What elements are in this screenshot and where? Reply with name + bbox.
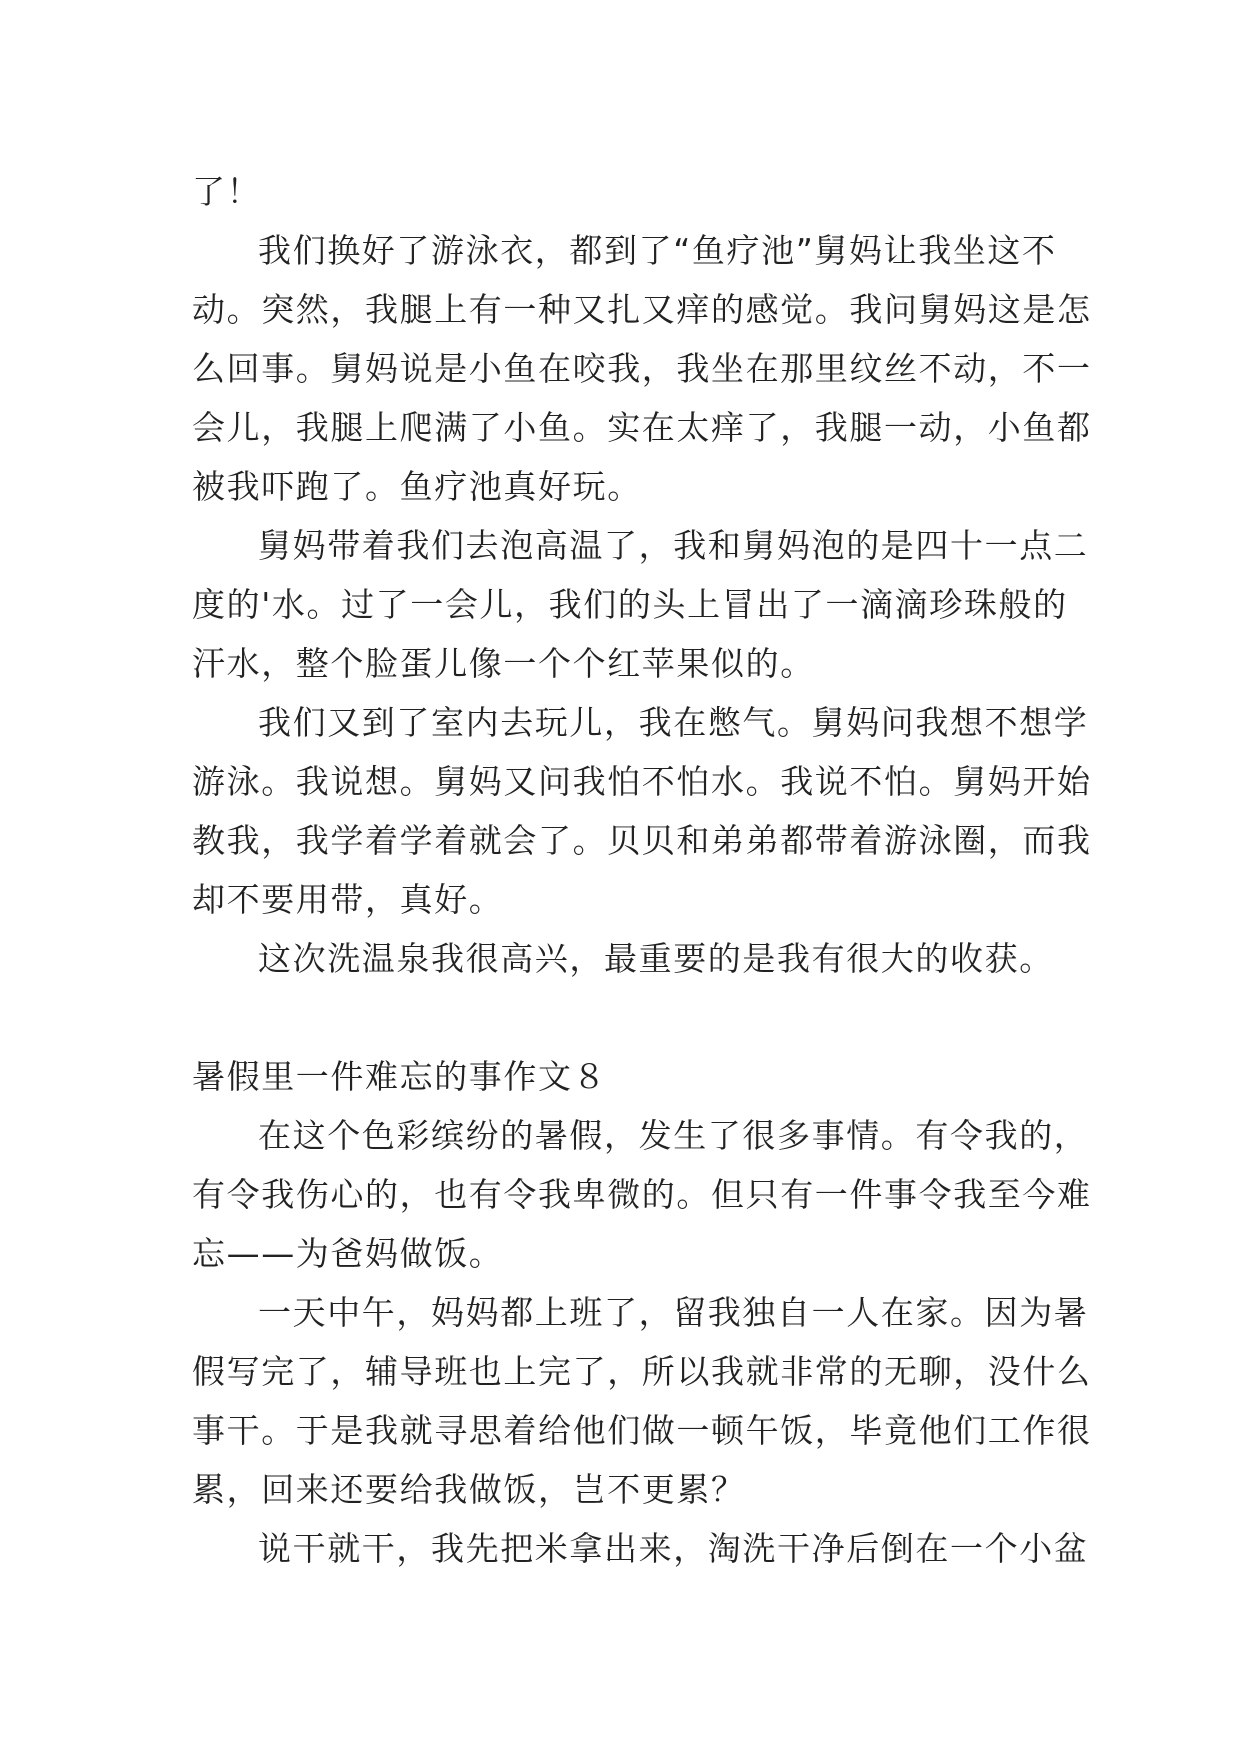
text-line: 这次洗温泉我很高兴，最重要的是我有很大的收获。 — [258, 939, 1054, 978]
text-line: 舅妈带着我们去泡高温了，我和舅妈泡的是四十一点二 — [258, 526, 1089, 565]
paragraph — [192, 1283, 1092, 1519]
text-line: 我们又到了室内去玩儿，我在憋气。舅妈问我想不想学 — [258, 703, 1089, 742]
text-line: 忘——为爸妈做饭。 — [192, 1234, 504, 1273]
text-line: 事干。于是我就寻思着给他们做一顿午饭，毕竟他们工作很 — [192, 1411, 1092, 1450]
text-line: 说干就干，我先把米拿出来，淘洗干净后倒在一个小盆 — [258, 1529, 1089, 1568]
text-line: 教我，我学着学着就会了。贝贝和弟弟都带着游泳圈，而我 — [192, 821, 1092, 860]
paragraph — [192, 1519, 1089, 1578]
text-line: 在这个色彩缤纷的暑假，发生了很多事情。有令我的， — [258, 1116, 1089, 1155]
text-line: 假写完了，辅导班也上完了，所以我就非常的无聊，没什么 — [192, 1352, 1092, 1391]
paragraph-continuation — [192, 162, 1062, 221]
text-line: 动。突然，我腿上有一种又扎又痒的感觉。我问舅妈这是怎 — [192, 290, 1092, 329]
text-line: 游泳。我说想。舅妈又问我怕不怕水。我说不怕。舅妈开始 — [192, 762, 1092, 801]
text-line: 么回事。舅妈说是小鱼在咬我，我坐在那里纹丝不动，不一 — [192, 349, 1092, 388]
paragraph — [192, 929, 1062, 988]
text-line: 汗水，整个脸蛋儿像一个个红苹果似的。 — [192, 644, 815, 683]
text-line: 却不要用带，真好。 — [192, 880, 504, 919]
text-line: 被我吓跑了。鱼疗池真好玩。 — [192, 467, 642, 506]
text-line: 度的'水。过了一会儿，我们的头上冒出了一滴滴珍珠般的 — [192, 585, 1068, 624]
text-line: 我们换好了游泳衣，都到了“鱼疗池”舅妈让我坐这不 — [258, 231, 1057, 270]
paragraph — [192, 1106, 1092, 1283]
section-heading — [192, 1047, 1062, 1106]
text-line: 了！ — [192, 172, 262, 211]
text-line: 一天中午，妈妈都上班了，留我独自一人在家。因为暑 — [258, 1293, 1089, 1332]
paragraph — [192, 221, 1092, 516]
paragraph — [192, 516, 1089, 693]
section-gap — [192, 988, 1062, 1047]
text-line: 会儿，我腿上爬满了小鱼。实在太痒了，我腿一动，小鱼都 — [192, 408, 1092, 447]
paragraph — [192, 693, 1092, 929]
document-body — [192, 162, 1092, 1578]
heading-text: 暑假里一件难忘的事作文８ — [192, 1057, 608, 1096]
text-line: 有令我伤心的，也有令我卑微的。但只有一件事令我至今难 — [192, 1175, 1092, 1214]
text-line: 累，回来还要给我做饭，岂不更累？ — [192, 1470, 746, 1509]
